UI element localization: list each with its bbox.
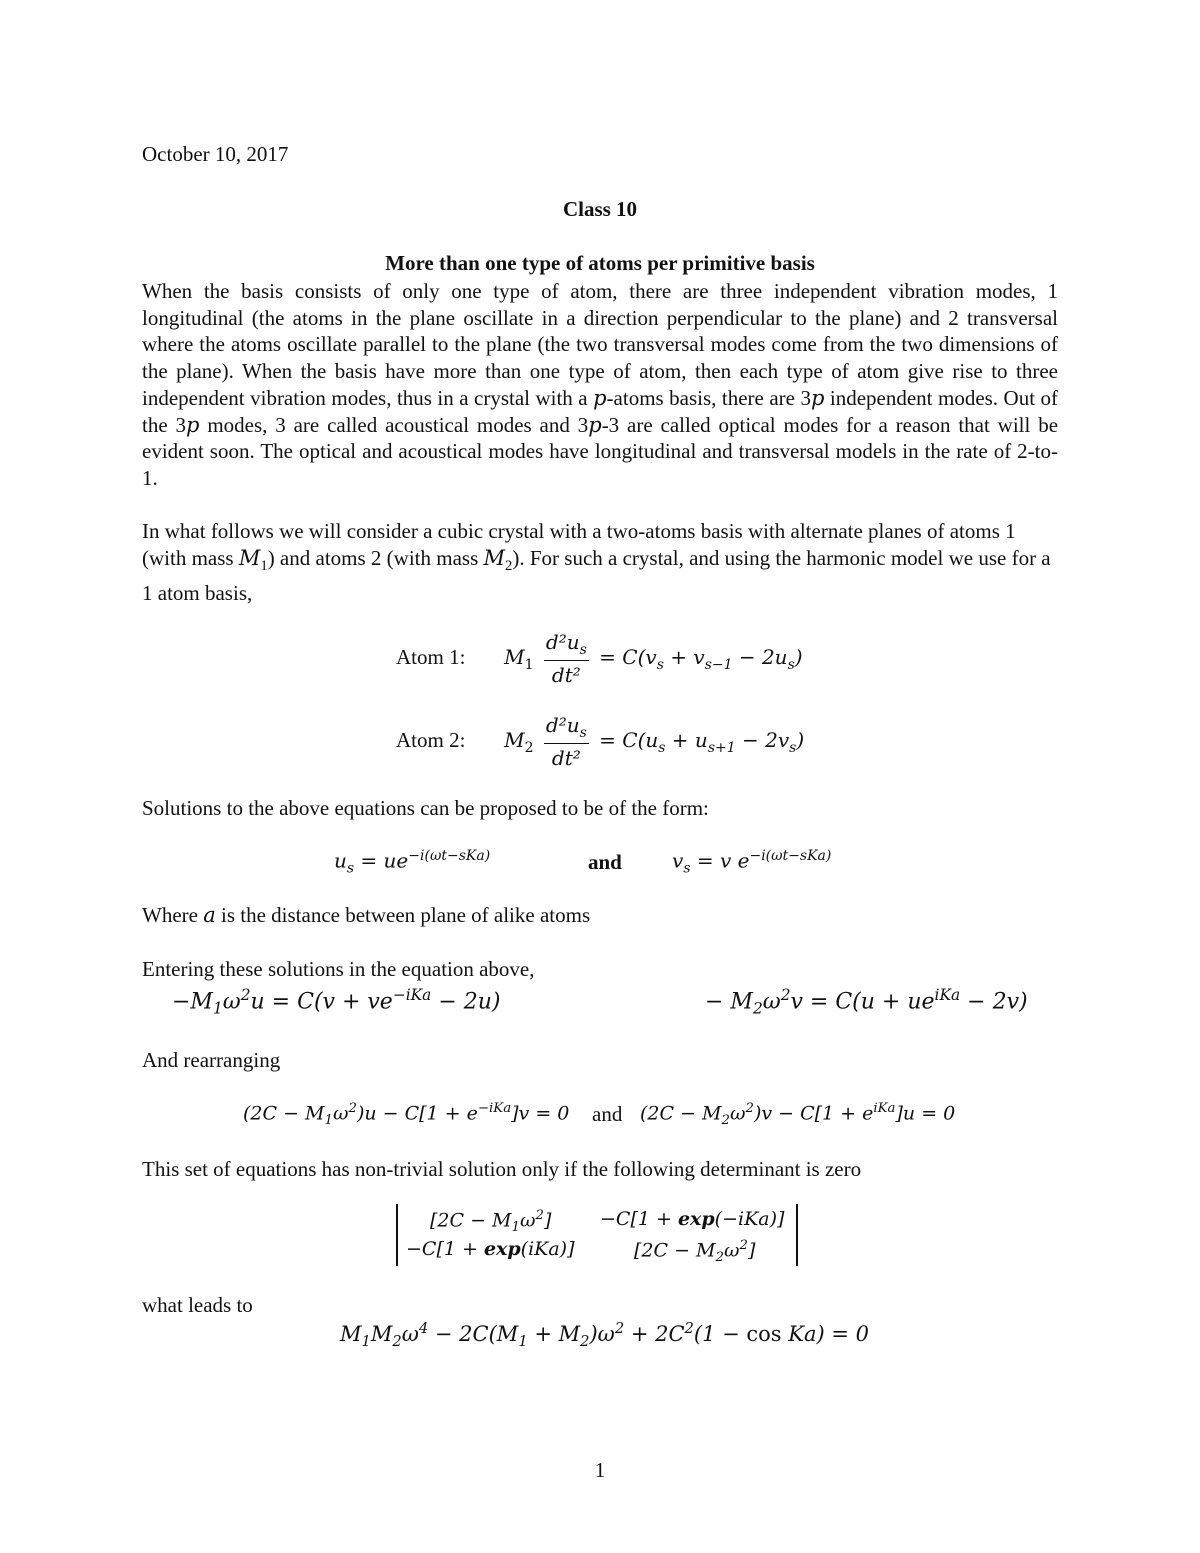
p1-text-b: -atoms basis, there are 3 (606, 385, 811, 410)
solutions-intro: Solutions to the above equations can be proposed to be of the form: (142, 796, 709, 820)
equation-rearranged-left: $(2C - M_1\omega^2)u - C[1 + e^{-iKa}]v = 0$ (243, 1101, 570, 1129)
equation-atom-1 (396, 630, 803, 687)
atom-1-numerator-sub: s (579, 642, 587, 658)
where-text-b: is the distance between plane of alike atoms (215, 903, 591, 927)
atom-2-mass: M (504, 728, 525, 752)
p-variable: p (810, 385, 825, 410)
p1-text-e: -3 are called optical modes for a reason that will be evident soon. The optical and acoustical modes have longitudinal and transversal models in the rate of 2-to-1. (142, 412, 1059, 490)
atom-2-label: Atom 2: (396, 728, 466, 752)
det-a21: −C[1 + exp(iKa)] (406, 1238, 575, 1260)
p2-text-a: In what follows we will consider a cubic crystal with a two-atoms basis with alternate planes of atoms 1 (with mass (142, 519, 1016, 570)
equation-atom-2 (396, 713, 804, 770)
atom-2-mass-sub: 2 (524, 740, 534, 756)
atom-1-mass-sub: 1 (524, 657, 534, 673)
section-title: More than one type of atoms per primitive basis (385, 251, 815, 275)
class-title: Class 10 (562, 197, 638, 221)
intro-paragraph (142, 278, 1058, 492)
where-text-a: Where (142, 903, 204, 927)
final-equation: $M_1M_2\omega^4 - 2C(M_1 + M_2)\omega^2 + 2C^2(1 - \cos Ka) = 0$ (340, 1320, 869, 1351)
equation-rearranged-right: $(2C - M_2\omega^2)v - C[1 + e^{iKa}]u = 0$ (640, 1101, 956, 1129)
atom-1-label: Atom 1: (396, 645, 466, 669)
rearranging-line: And rearranging (142, 1048, 281, 1072)
document-date: October 10, 2017 (142, 142, 289, 166)
where-line (142, 903, 590, 928)
solution-u: $u_s = ue^{-i(\omega t-sKa)}$ (334, 848, 491, 877)
mass-m1: M (238, 546, 261, 570)
equation-entering-left: $-M_1\omega^2u = C(v + ve^{-iKa} - 2u)$ (172, 986, 501, 1018)
atom-1-mass: M (504, 645, 525, 669)
atom-1-numerator: d²u (545, 630, 580, 654)
atom-1-denominator: dt² (551, 663, 581, 687)
p-variable: p (186, 412, 200, 437)
determinant-intro: This set of equations has non-trivial solution only if the following determinant is zero (142, 1157, 862, 1181)
p1-text-c: independent modes. Out of the 3 (142, 385, 1059, 437)
rearranged-and: and (592, 1102, 623, 1126)
p-variable: p (593, 385, 607, 410)
mass-m1-sub: 1 (260, 558, 268, 575)
atom-2-denominator: dt² (551, 746, 581, 770)
det-a12: −C[1 + exp(−iKa)] (600, 1208, 785, 1230)
crystal-paragraph (142, 518, 1058, 607)
mass-m2-sub: 2 (505, 558, 513, 575)
atom-1-fraction (544, 630, 589, 687)
p1-text-d: modes, 3 are called acoustical modes and 3 (199, 412, 589, 437)
p2-text-c: ). For such a crystal, and using the harmonic model we use for a 1 atom basis, (142, 546, 1051, 606)
a-variable: a (203, 903, 216, 927)
solution-v: $v_s = v$ $e^{-i(\omega t-sKa)}$ (672, 848, 832, 877)
determinant (396, 1204, 798, 1266)
det-a11: $[2C - M_1\omega^2]$ (430, 1208, 552, 1236)
atom-2-numerator: d²u (545, 713, 580, 737)
p2-text-b: ) and atoms 2 (with mass (267, 546, 484, 570)
p-variable: p (588, 412, 602, 437)
atom-2-rhs: = $C(u_s + u_{s+1} - 2v_s)$ (599, 728, 805, 756)
atom-2-numerator-sub: s (579, 725, 587, 741)
entering-line: Entering these solutions in the equation above, (142, 957, 535, 981)
p1-text-a: When the basis consists of only one type of atom, there are three independent vibration modes, 1 longitudinal (the atoms in the plane oscillate in a direction perpendicular to the plane) and 2 transversal where the atoms oscillate parallel to the plane (the two transversal modes come from the two dimensions of the plane). When the basis have more than one type of atom, then each type of atom give rise to three independent vibration modes, thus in a crystal with a (142, 279, 1058, 410)
solution-and: and (588, 850, 622, 874)
leads-line: what leads to (142, 1293, 253, 1317)
equation-entering-right: − $M_2\omega^2v = C(u + ue^{iKa} - 2v)$ (705, 986, 1028, 1018)
mass-m2: M (483, 546, 506, 570)
atom-2-fraction (544, 713, 589, 770)
page-number: 1 (594, 1458, 606, 1482)
det-a22: $[2C - M_2\omega^2]$ (634, 1238, 756, 1266)
atom-1-rhs: = $C(v_s + v_{s-1} - 2u_s)$ (599, 645, 803, 673)
